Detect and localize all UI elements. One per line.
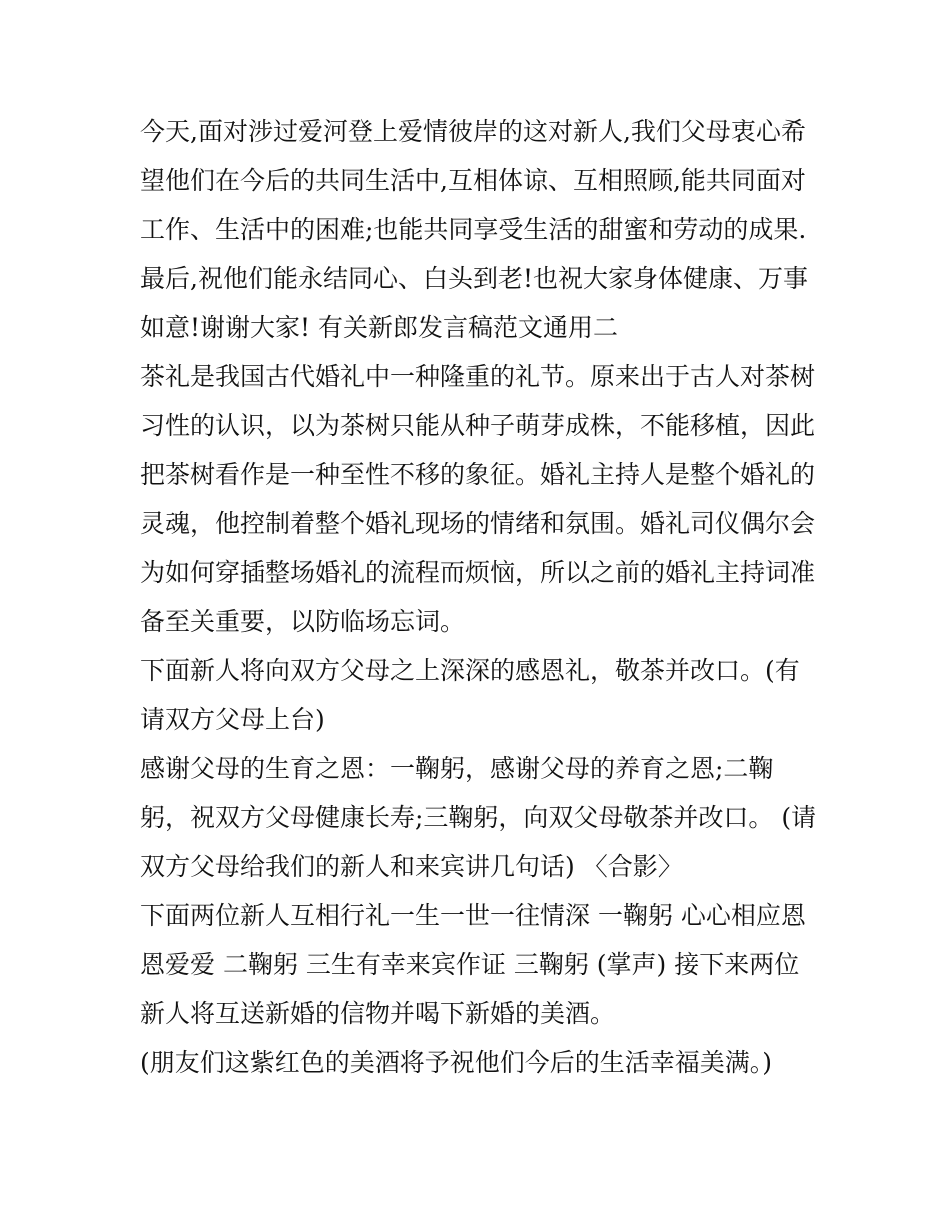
text-line: 如意!谢谢大家! 有关新郎发言稿范文通用二 (140, 313, 619, 342)
text-line: 感谢父母的生育之恩：一鞠躬，感谢父母的养育之恩;二鞠 (140, 754, 774, 783)
text-line: 工作、生活中的困难;也能共同享受生活的甜蜜和劳动的成果. (140, 215, 807, 244)
text-line: 把茶树看作是一种至性不移的象征。婚礼主持人是整个婚礼的 (140, 460, 816, 489)
text-line: 恩爱爱 二鞠躬 三生有幸来宾作证 三鞠躬 (掌声) 接下来两位 (140, 950, 800, 979)
text-line: 为如何穿插整场婚礼的流程而烦恼，所以之前的婚礼主持词准 (140, 558, 816, 587)
text-line: (朋友们这紫红色的美酒将予祝他们今后的生活幸福美满。) (140, 1048, 773, 1077)
text-line: 双方父母给我们的新人和来宾讲几句话) 〈合影〉 (140, 852, 683, 881)
text-line: 新人将互送新婚的信物并喝下新婚的美酒。 (140, 999, 616, 1028)
text-line: 请双方父母上台) (140, 705, 325, 734)
text-line: 躬，祝双方父母健康长寿;三鞠躬，向双父母敬茶并改口。 (请 (140, 803, 817, 832)
text-line: 望他们在今后的共同生活中,互相体谅、互相照顾,能共同面对 (140, 166, 806, 195)
text-line: 最后,祝他们能永结同心、白头到老!也祝大家身体健康、万事 (140, 264, 808, 293)
text-line: 今天,面对涉过爱河登上爱情彼岸的这对新人,我们父母衷心希 (140, 117, 806, 146)
text-line: 习性的认识，以为茶树只能从种子萌芽成株，不能移植，因此 (140, 411, 816, 440)
document-body (140, 107, 830, 1087)
text-line: 灵魂，他控制着整个婚礼现场的情绪和氛围。婚礼司仪偶尔会 (140, 509, 816, 538)
text-line: 下面两位新人互相行礼一生一世一往情深 一鞠躬 心心相应恩 (140, 901, 806, 930)
text-line: 备至关重要，以防临场忘词。 (140, 607, 466, 636)
text-line: 下面新人将向双方父母之上深深的感恩礼，敬茶并改口。(有 (140, 656, 800, 685)
text-line: 茶礼是我国古代婚礼中一种隆重的礼节。原来出于古人对茶树 (140, 362, 816, 391)
